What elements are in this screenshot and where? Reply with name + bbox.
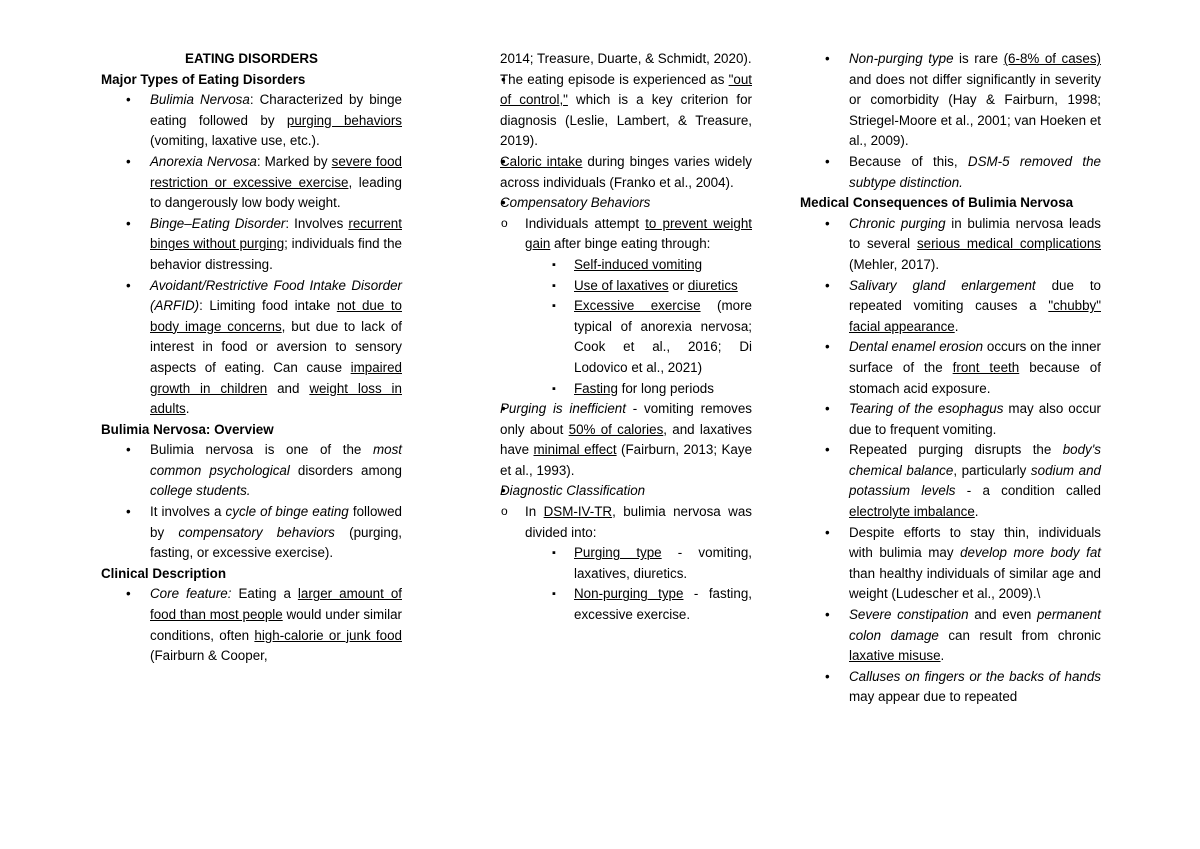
term: Bulimia Nervosa <box>150 92 250 108</box>
text: develop more body fat <box>960 545 1101 561</box>
text: college students. <box>150 483 251 499</box>
list-item <box>101 440 402 502</box>
clinical-list-continued <box>476 70 752 626</box>
text: . <box>185 401 190 417</box>
text: severe food restriction or excessive exercise <box>150 153 402 190</box>
term: Tearing of the esophagus <box>849 401 1004 417</box>
list-item <box>101 276 402 420</box>
text: : Limiting food intake <box>199 298 337 314</box>
text: (6-8% of cases) <box>1003 51 1101 66</box>
text: or <box>668 277 688 293</box>
text: high-calorie or junk food <box>254 627 402 643</box>
text: purging behaviors <box>286 112 402 128</box>
text: Eating a <box>231 586 298 602</box>
list-item <box>800 605 1101 667</box>
list-item <box>101 214 402 276</box>
text: (vomiting, laxative use, etc.). <box>150 133 320 149</box>
list-item <box>101 502 402 564</box>
text: In <box>525 504 544 520</box>
text: - fasting, excessive exercise. <box>574 586 753 623</box>
text: may appear due to repeated <box>849 689 1018 705</box>
text: (more typical of anorexia nervosa; Cook et al., 2016; Di Lodovico et al., 2021) <box>574 298 752 375</box>
term: Non-purging type <box>849 51 954 66</box>
text: Non-purging type <box>574 586 684 602</box>
term: Calluses on fingers or the backs of hands <box>849 668 1101 684</box>
text: Caloric intake <box>500 153 583 169</box>
text: (purging, fasting, or excessive exercise). <box>150 524 402 561</box>
text: ; individuals find the behavior distressing. <box>150 236 402 272</box>
column-3 <box>800 49 1101 708</box>
sub-list <box>525 214 752 399</box>
text: : Characterized by binge eating followed by <box>150 92 402 128</box>
section-heading-overview: Bulimia Nervosa: Overview <box>101 421 274 437</box>
text: minimal effect <box>533 442 617 458</box>
section-heading-medical: Medical Consequences of Bulimia Nervosa <box>800 195 1074 211</box>
list-item <box>800 276 1101 338</box>
text: to prevent weight gain <box>525 215 753 252</box>
sub-list-item <box>476 214 752 399</box>
sub-list-item <box>476 502 752 626</box>
term: Core feature: <box>150 586 232 602</box>
text: in bulimia nervosa leads to several <box>849 215 1101 252</box>
text: Use of laxatives <box>574 277 669 293</box>
text: than healthy individuals of similar age and weight (Ludescher et al., 2009).\ <box>849 565 1101 602</box>
list-item <box>476 193 752 399</box>
list-item <box>800 523 1101 605</box>
text: is rare <box>953 51 1004 66</box>
text: It involves a <box>150 504 226 520</box>
list-item <box>800 399 1101 440</box>
section-heading-clinical: Clinical Description <box>101 565 227 581</box>
term: Anorexia Nervosa <box>150 153 257 169</box>
text: laxative misuse <box>849 648 941 664</box>
term: Purging is inefficient <box>500 401 626 417</box>
term: Salivary gland enlargement <box>849 277 1036 293</box>
text: after binge eating through: <box>550 236 711 252</box>
text: Despite efforts to stay thin, individuals with bulimia may <box>849 524 1101 561</box>
text: . <box>940 648 945 664</box>
clinical-list <box>101 584 402 666</box>
list-item <box>476 399 752 481</box>
text: because of stomach acid exposure. <box>849 359 1101 396</box>
text: most common psychological <box>150 442 402 478</box>
sub-list <box>525 502 752 626</box>
text: followed by <box>150 504 402 540</box>
text: (Mehler, 2017). <box>849 256 940 272</box>
text: - vomiting, laxatives, diuretics. <box>574 545 753 581</box>
section-heading-major-types: Major Types of Eating Disorders <box>101 71 306 87</box>
text: front teeth <box>952 359 1020 375</box>
text: , particularly <box>953 462 1031 478</box>
sub-sub-list-item <box>525 296 752 378</box>
list-item <box>101 584 402 666</box>
text: due to repeated vomiting causes a <box>849 277 1101 314</box>
text: for long periods <box>617 380 714 396</box>
text: electrolyte imbalance <box>849 504 975 520</box>
text: impaired growth in children <box>150 359 402 396</box>
major-types-list <box>101 90 402 420</box>
text: larger amount of food than most people <box>150 586 402 623</box>
text: - vomiting removes only about <box>500 401 752 437</box>
list-item <box>800 440 1101 522</box>
list-item <box>800 337 1101 399</box>
column-2 <box>500 49 752 626</box>
sub-sub-list-item <box>525 543 752 584</box>
text: Self-induced vomiting <box>574 256 703 272</box>
subheading-diagnostic: Diagnostic Classification <box>500 483 646 499</box>
text: and <box>267 380 310 396</box>
term: Avoidant/Restrictive Food Intake Disorder (ARFID) <box>150 277 402 314</box>
text: (Fairburn & Cooper, <box>150 648 268 664</box>
text: permanent colon damage <box>849 607 1101 643</box>
text: can result from chronic <box>938 627 1102 643</box>
text: Excessive exercise <box>574 298 701 314</box>
continued-citation: 2014; Treasure, Duarte, & Schmidt, 2020). <box>500 51 752 66</box>
list-item <box>476 481 752 625</box>
list-item <box>800 214 1101 276</box>
document-title: EATING DISORDERS <box>185 51 318 66</box>
text: . <box>954 318 959 334</box>
text: and even <box>968 607 1037 623</box>
text: "out of control," <box>500 71 752 108</box>
column-1 <box>101 49 402 667</box>
diagnostic-list-continued <box>800 49 1101 193</box>
text: : Involves <box>285 215 349 231</box>
list-item <box>800 667 1101 708</box>
text: Bulimia nervosa is one of the <box>150 442 373 458</box>
list-item <box>800 49 1101 152</box>
text: recurrent binges without purging <box>150 215 402 252</box>
list-item <box>476 152 752 193</box>
text: . <box>974 504 979 520</box>
text: which is a key criterion for diagnosis (Leslie, Lambert, & Treasure, 2019). <box>500 92 752 149</box>
sub-sub-list-item <box>525 255 752 276</box>
text: "chubby" facial appearance <box>849 298 1101 334</box>
text: , but due to lack of interest in food or aversion to sensory aspects of eating. Can cause <box>150 318 402 375</box>
sub-sub-list-item <box>525 584 752 625</box>
text: DSM-IV-TR <box>543 504 613 520</box>
overview-list <box>101 440 402 564</box>
text: , bulimia nervosa was divided into: <box>525 504 752 540</box>
text: during binges varies widely across individuals (Franko et al., 2004). <box>500 153 752 190</box>
medical-list <box>800 214 1101 708</box>
text: and does not differ significantly in severity or comorbidity (Hay & Fairburn, 1998; Striegel-Moore et al., 2001; van Hoeken et al., 2009). <box>849 71 1101 149</box>
text: weight loss in adults <box>150 380 402 417</box>
text: compensatory behaviors <box>178 524 335 540</box>
sub-sub-list <box>525 255 752 399</box>
text: Purging type <box>574 545 662 561</box>
text: may also occur due to frequent vomiting. <box>849 401 1101 437</box>
text: diuretics <box>687 277 738 293</box>
text: occurs on the inner surface of the <box>849 339 1101 375</box>
text: body's chemical balance <box>849 442 1101 478</box>
text: Fasting <box>574 380 618 396</box>
subheading-compensatory: Compensatory Behaviors <box>500 195 651 211</box>
text: Repeated purging disrupts the <box>849 442 1063 458</box>
text: 50% of calories <box>568 421 664 437</box>
text: (Fairburn, 2013; Kaye et al., 1993). <box>500 442 753 478</box>
term: Binge–Eating Disorder <box>150 215 286 231</box>
text: : Marked by <box>256 153 332 169</box>
text: - a condition called <box>955 483 1101 499</box>
text: disorders among <box>289 462 402 478</box>
text: cycle of binge eating <box>225 504 349 520</box>
text: serious medical complications <box>916 236 1101 252</box>
list-item <box>101 152 402 214</box>
text: , leading to dangerously low body weight. <box>150 174 402 211</box>
term: Dental enamel erosion <box>849 339 984 355</box>
term: Chronic purging <box>849 215 946 231</box>
text: would under similar conditions, often <box>150 607 402 643</box>
text: , and laxatives have <box>500 421 752 458</box>
text: not due to body image concerns <box>150 298 402 334</box>
sub-sub-list-item <box>525 276 752 297</box>
sub-sub-list <box>525 543 752 625</box>
text: sodium and potassium levels <box>849 462 1101 499</box>
text: Individuals attempt <box>525 215 646 231</box>
list-item <box>476 70 752 152</box>
list-item <box>800 152 1101 193</box>
list-item <box>101 90 402 152</box>
text: DSM-5 removed the subtype distinction. <box>849 153 1101 190</box>
sub-sub-list-item <box>525 379 752 400</box>
text: Because of this, <box>849 153 968 169</box>
term: Severe constipation <box>849 607 969 623</box>
text: The eating episode is experienced as <box>500 71 729 87</box>
